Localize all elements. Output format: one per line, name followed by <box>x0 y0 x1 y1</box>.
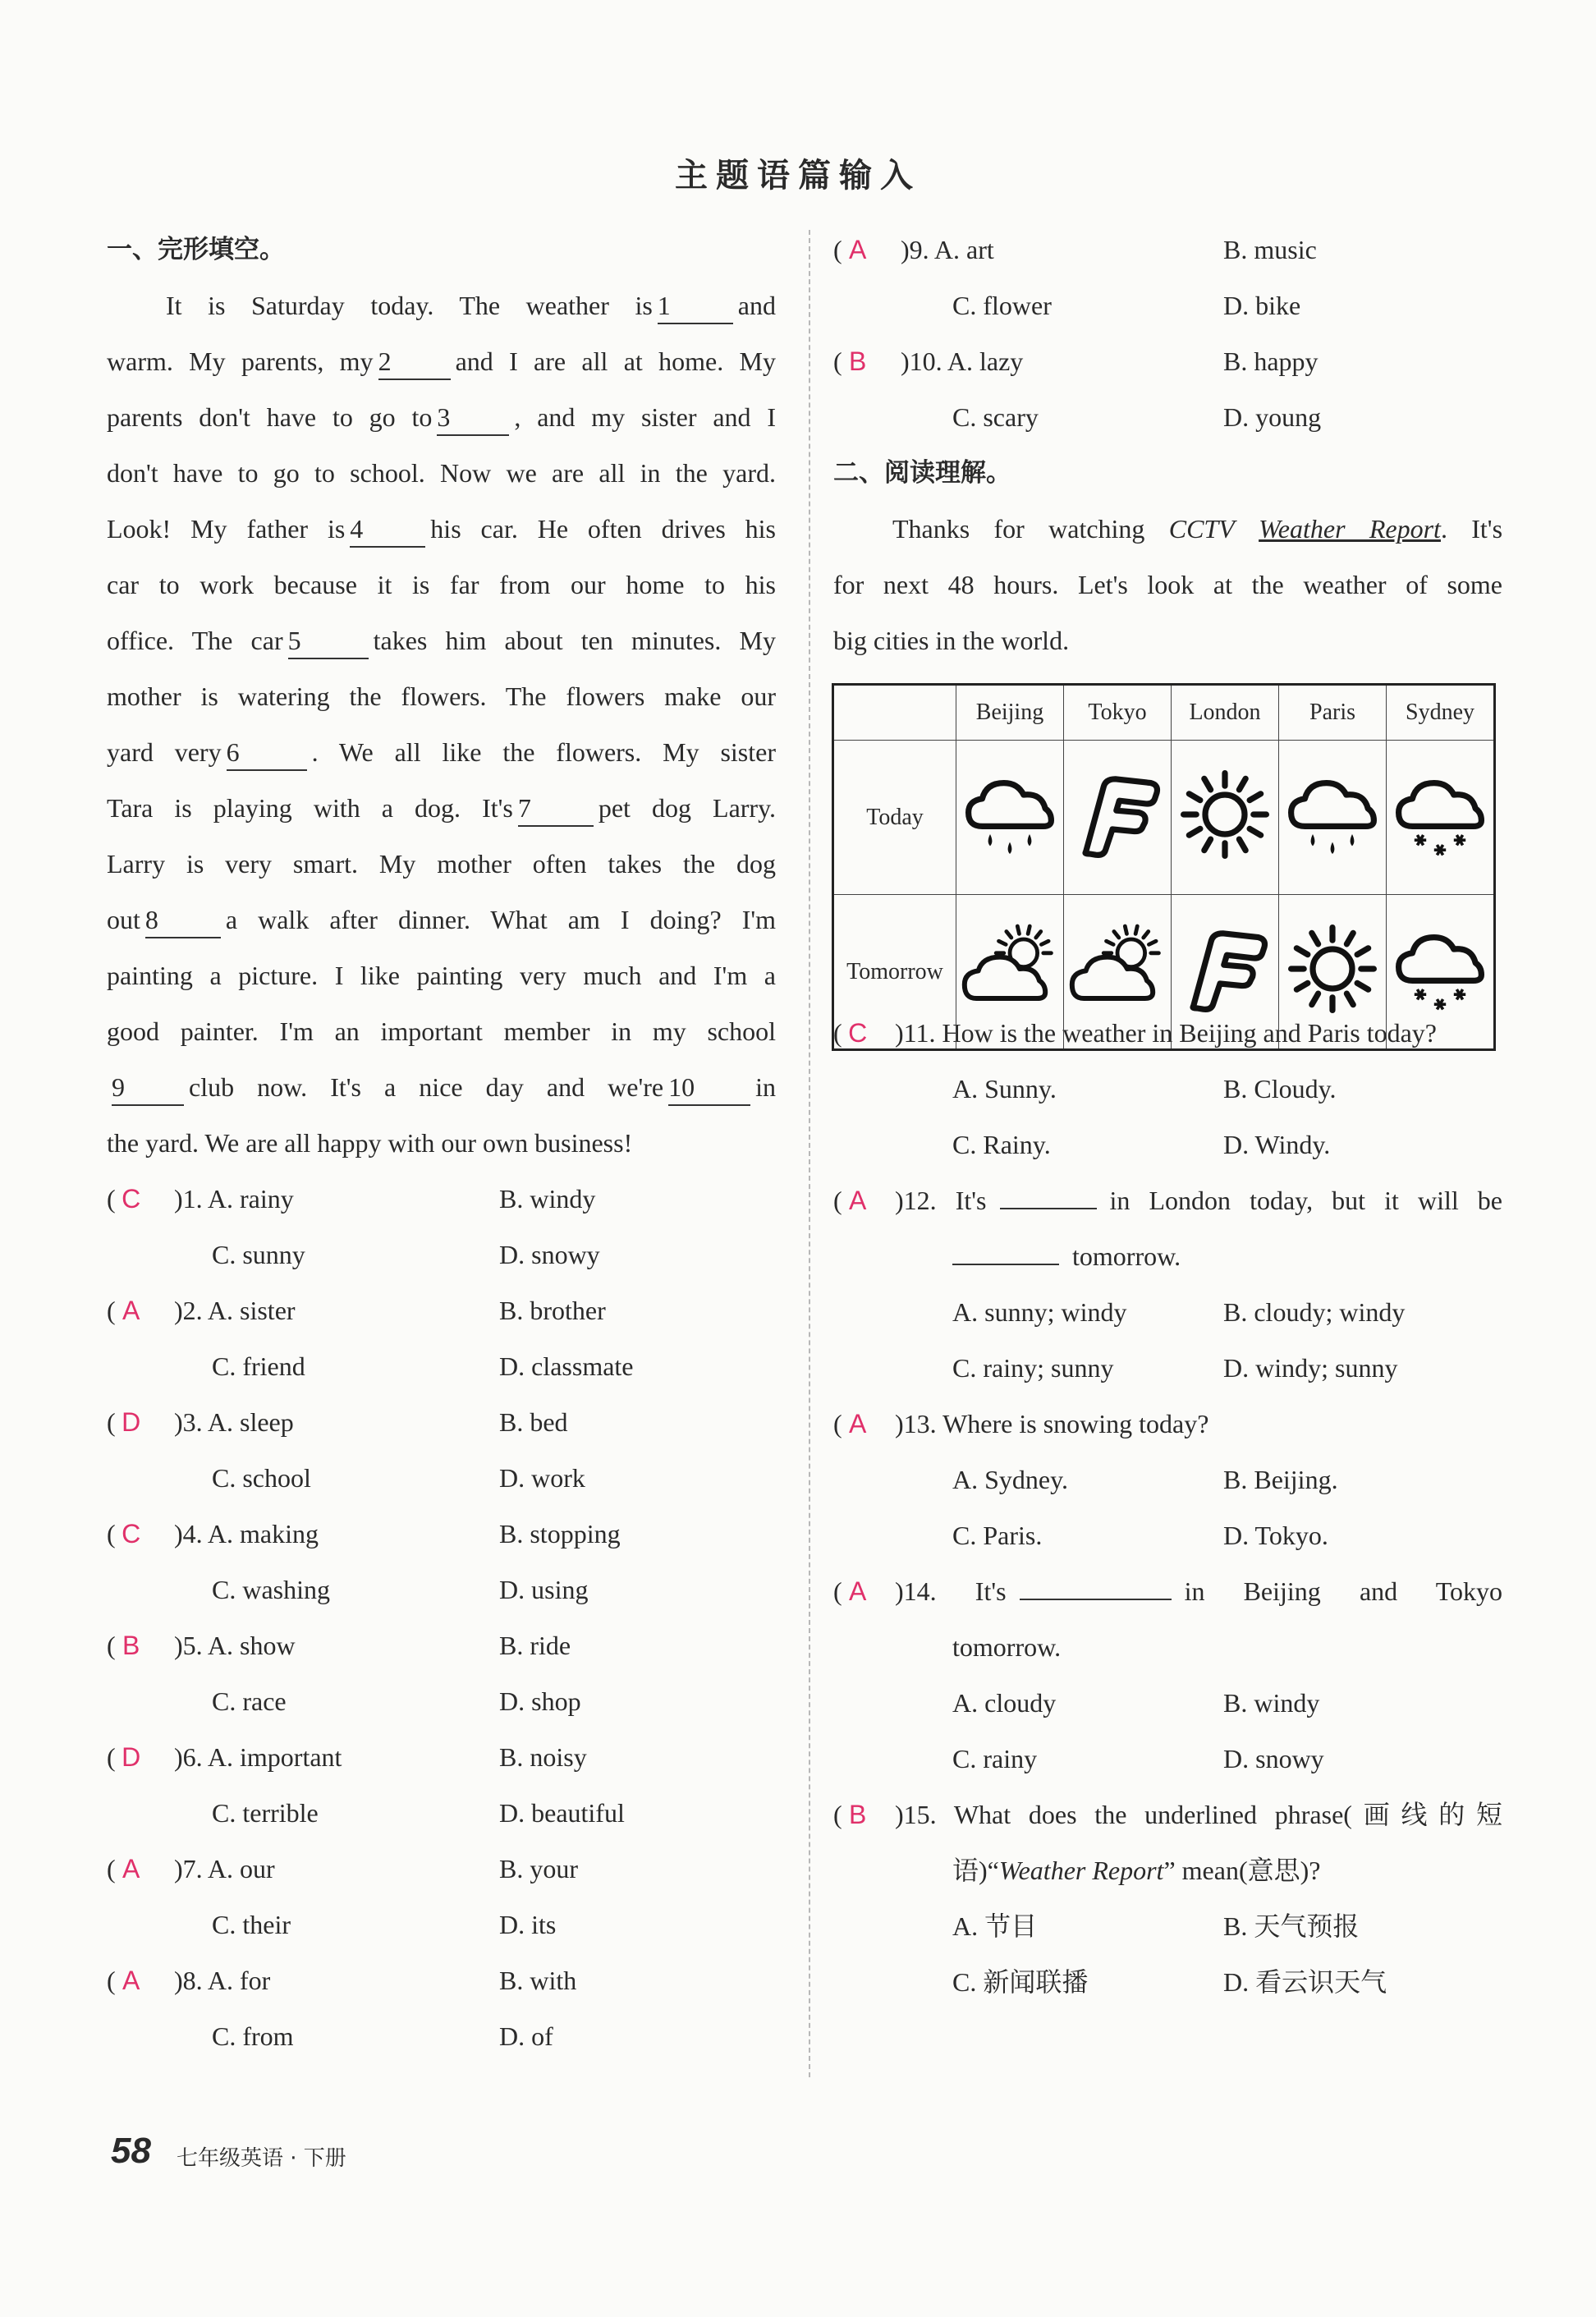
snowy-icon <box>1391 765 1489 864</box>
passage-text: and <box>737 291 776 320</box>
answer-letter: A <box>122 1296 140 1325</box>
option-c: C. school <box>212 1463 311 1493</box>
option-b: B. ride <box>499 1631 571 1660</box>
answer-bracket: ( C <box>107 1506 147 1562</box>
answer-bracket: ( A <box>833 222 874 278</box>
answer-bracket: ( A <box>107 1952 147 2008</box>
passage-blank: 6 <box>227 735 307 771</box>
option-d: D. Windy. <box>1223 1130 1331 1159</box>
snowy-icon <box>1391 920 1489 1018</box>
question-number <box>174 1729 342 1785</box>
question-number <box>174 1952 270 2008</box>
weather-cell <box>1172 741 1279 895</box>
passage-text: club now. It's a nice day and we're <box>189 1072 664 1102</box>
answer-letter: A <box>122 1966 140 1995</box>
city-header: Beijing <box>956 685 1064 741</box>
option-d: D. bike <box>1223 291 1301 320</box>
weather-cell <box>956 741 1064 895</box>
option-d: D. 看云识天气 <box>1223 1967 1387 1997</box>
passage-text: mother is watering the flowers. The flowers make our <box>107 681 776 711</box>
answer-bracket: ( A <box>107 1282 147 1338</box>
option-a: A. Sunny. <box>952 1074 1057 1103</box>
option-d: D. windy; sunny <box>1223 1353 1398 1383</box>
cloze-questions-cont <box>833 222 1502 445</box>
option-d: D. young <box>1223 402 1322 432</box>
question-number <box>174 1282 296 1338</box>
answer-letter: A <box>848 1576 867 1606</box>
option-b: B. windy <box>1223 1688 1320 1718</box>
option-d: D. classmate <box>499 1351 634 1381</box>
option-c: C. rainy <box>952 1744 1038 1773</box>
weather-cell <box>1064 895 1172 1050</box>
passage-text: Larry is very smart. My mother often takes the dog <box>107 849 776 879</box>
question-line <box>833 1228 1502 1284</box>
option-a: A. sleep <box>207 1407 294 1437</box>
stem-text: tomorrow. <box>1072 1241 1181 1271</box>
weather-cell <box>1172 895 1279 1050</box>
question-stem <box>895 1396 1502 1452</box>
option-c: C. Rainy. <box>952 1130 1051 1159</box>
answer-letter: D <box>122 1742 141 1772</box>
question-number-text: )9. <box>901 235 929 264</box>
stem-text: )12. It's <box>895 1186 987 1215</box>
passage-line <box>107 501 776 557</box>
question-line <box>107 1282 776 1338</box>
answer-letter: C <box>122 1184 141 1214</box>
stem-text: )15. What does the underlined phrase(画线的短 <box>895 1800 1502 1829</box>
question-line <box>833 1619 1502 1675</box>
question-number-text: )10. <box>901 346 942 376</box>
option-a: A. sister <box>207 1296 296 1325</box>
stem-text: )11. How is the weather in Beijing and Paris today? <box>895 1018 1437 1048</box>
question-line <box>107 1729 776 1785</box>
passage-text: yard very <box>107 737 222 767</box>
rainy-icon <box>961 765 1059 864</box>
passage-blank: 10 <box>668 1070 750 1106</box>
option-c: C. scary <box>952 402 1039 432</box>
question-line <box>833 1284 1502 1340</box>
option-d: D. its <box>499 1910 557 1939</box>
passage-text: It is Saturday today. The weather is <box>166 291 653 320</box>
row-label: Tomorrow <box>833 895 956 1050</box>
corner-cell <box>833 685 956 741</box>
passage-blank: 5 <box>288 623 369 659</box>
answer-bracket: ( B <box>107 1617 147 1673</box>
answer-bracket: ( A <box>833 1563 874 1619</box>
passage-blank: 7 <box>518 791 594 827</box>
stem-cont <box>952 1228 1181 1284</box>
cloze-questions <box>107 1171 776 2064</box>
stem-text: )14. It's <box>895 1576 1007 1606</box>
column-divider <box>809 230 810 2077</box>
windy-icon <box>1176 920 1274 1018</box>
option-b: B. happy <box>1223 346 1319 376</box>
option-a: A. for <box>207 1966 271 1995</box>
passage-line <box>107 333 776 389</box>
passage-text: out <box>107 905 140 934</box>
question-number <box>901 222 994 278</box>
passage-text: , and my sister and I <box>514 402 776 432</box>
passage-text: warm. My parents, my <box>107 346 374 376</box>
passage-line <box>107 1003 776 1059</box>
option-c: C. friend <box>212 1351 305 1381</box>
page-title: 主题语篇输入 <box>675 157 921 195</box>
question-line <box>833 1898 1502 1954</box>
passage-line <box>107 668 776 724</box>
passage-text: a walk after dinner. What am I doing? I'm <box>225 905 776 934</box>
answer-blank <box>952 1264 1059 1265</box>
passage-line <box>107 724 776 780</box>
passage-text: the yard. We are all happy with our own business! <box>107 1128 633 1158</box>
row-label: Today <box>833 741 956 895</box>
question-number <box>174 1394 294 1450</box>
stem-cont <box>952 1619 1061 1675</box>
weather-cell <box>1064 741 1172 895</box>
answer-letter: B <box>848 1800 867 1829</box>
answer-bracket: ( A <box>833 1172 874 1228</box>
answer-bracket: ( A <box>107 1841 147 1897</box>
passage-text: Tara is playing with a dog. It's <box>107 793 513 823</box>
cloudy-icon <box>1068 920 1167 1018</box>
option-a: A. Sydney. <box>952 1465 1069 1494</box>
option-c: C. terrible <box>212 1798 319 1828</box>
answer-bracket: ( C <box>107 1171 147 1227</box>
option-c: C. washing <box>212 1575 330 1604</box>
option-b: B. stopping <box>499 1519 621 1548</box>
answer-letter: A <box>848 1409 867 1438</box>
passage-line <box>107 613 776 668</box>
section1-title: 一、完形填空。 <box>107 235 285 264</box>
option-d: D. using <box>499 1575 589 1604</box>
option-a: A. sunny; windy <box>952 1297 1127 1327</box>
option-a: A. rainy <box>207 1184 294 1214</box>
option-b: B. your <box>499 1854 578 1883</box>
answer-letter: B <box>848 346 867 376</box>
weather-cell <box>956 895 1064 1050</box>
rainy-icon <box>1283 765 1382 864</box>
passage-line <box>107 780 776 836</box>
passage-blank: 4 <box>350 512 425 548</box>
option-d: D. shop <box>499 1686 581 1716</box>
question-number <box>174 1841 275 1897</box>
option-d: D. snowy <box>499 1240 600 1269</box>
question-line <box>107 1952 776 2008</box>
option-a: A. 节目 <box>952 1911 1038 1941</box>
question-line <box>107 1785 776 1841</box>
passage-line <box>107 389 776 445</box>
question-line <box>107 1338 776 1394</box>
question-number <box>901 333 1023 389</box>
reading-intro-line2: for next 48 hours. Let's look at the weather of some <box>833 570 1502 599</box>
intro-pre: Thanks for watching <box>892 514 1145 544</box>
option-b: B. brother <box>499 1296 606 1325</box>
city-header: Tokyo <box>1064 685 1172 741</box>
question-line <box>107 1171 776 1227</box>
question-number <box>174 1171 294 1227</box>
question-line <box>833 1731 1502 1787</box>
city-header: London <box>1172 685 1279 741</box>
passage-line <box>107 557 776 613</box>
intro-weather-report: Weather Report <box>1259 514 1441 544</box>
option-c: C. sunny <box>212 1240 305 1269</box>
option-c: C. their <box>212 1910 291 1939</box>
passage-blank: 3 <box>437 400 509 436</box>
passage-line <box>107 1115 776 1171</box>
question-line <box>107 1562 776 1617</box>
passage-text: painting a picture. I like painting very much and I'm a <box>107 961 776 990</box>
weather-cell <box>1387 895 1495 1050</box>
passage-text: pet dog Larry. <box>598 793 777 823</box>
answer-blank <box>1000 1208 1097 1209</box>
stem-text: in London today, but it will be <box>1109 1186 1503 1215</box>
question-number-text: )6. <box>174 1742 203 1772</box>
answer-blank <box>1020 1599 1172 1600</box>
question-line <box>107 2008 776 2064</box>
option-b: B. noisy <box>499 1742 587 1772</box>
reading-intro-line3: big cities in the world. <box>833 626 1070 655</box>
weather-cell <box>1279 741 1387 895</box>
passage-text: good painter. I'm an important member in my school <box>107 1016 776 1046</box>
question-number-text: )1. <box>174 1184 203 1214</box>
question-line <box>833 1172 1502 1228</box>
passage-line <box>107 892 776 947</box>
question-line <box>107 1506 776 1562</box>
question-line <box>107 1897 776 1952</box>
passage-line <box>107 278 776 333</box>
book-title: 七年级英语 · 下册 <box>177 2146 346 2171</box>
passage-blank: 2 <box>378 344 451 380</box>
passage-text: in <box>755 1072 776 1102</box>
option-c: C. flower <box>952 291 1052 320</box>
question-line <box>833 1340 1502 1396</box>
passage-blank: 1 <box>658 288 733 324</box>
question-line <box>107 1673 776 1729</box>
answer-bracket: ( D <box>107 1729 147 1785</box>
passage-text: office. The car <box>107 626 283 655</box>
question-number-text: )2. <box>174 1296 203 1325</box>
question-line <box>833 333 1502 389</box>
question-line <box>107 1450 776 1506</box>
option-b: B. windy <box>499 1184 596 1214</box>
passage-text: . We all like the flowers. My sister <box>311 737 777 767</box>
option-c: C. Paris. <box>952 1521 1043 1550</box>
question-line <box>107 1227 776 1282</box>
option-b: B. with <box>499 1966 577 1995</box>
option-a: A. lazy <box>947 346 1024 376</box>
question-line <box>833 1954 1502 2010</box>
question-line <box>833 1507 1502 1563</box>
option-b: B. cloudy; windy <box>1223 1297 1406 1327</box>
cloze-passage <box>107 278 776 1171</box>
weather-row-tomorrow <box>833 895 1495 1050</box>
weather-table-header <box>833 685 1495 741</box>
answer-letter: A <box>848 235 867 264</box>
question-stem <box>895 1172 1502 1228</box>
weather-cell <box>1387 741 1495 895</box>
stem-text: tomorrow. <box>952 1632 1062 1662</box>
windy-icon <box>1068 765 1167 864</box>
option-d: D. beautiful <box>499 1798 625 1828</box>
question-line <box>833 1061 1502 1117</box>
question-line <box>833 1452 1502 1507</box>
option-d: D. Tokyo. <box>1223 1521 1328 1550</box>
question-line <box>833 1117 1502 1172</box>
question-line <box>833 1563 1502 1619</box>
city-header: Sydney <box>1387 685 1495 741</box>
question-line <box>107 1394 776 1450</box>
question-line <box>833 1675 1502 1731</box>
option-c: C. from <box>212 2021 294 2051</box>
option-d: D. of <box>499 2021 553 2051</box>
option-d: D. snowy <box>1223 1744 1324 1773</box>
question-line <box>107 1841 776 1897</box>
passage-line <box>107 836 776 892</box>
answer-bracket: ( D <box>107 1394 147 1450</box>
intro-cctv: CCTV <box>1168 514 1235 544</box>
question-number <box>174 1506 319 1562</box>
passage-blank: 8 <box>145 902 221 938</box>
cloudy-icon <box>961 920 1059 1018</box>
weather-table <box>832 683 1496 1051</box>
passage-text: don't have to go to school. Now we are all in the yard. <box>107 458 776 488</box>
stem-text: 语)“ <box>952 1856 999 1885</box>
answer-bracket: ( B <box>833 333 874 389</box>
passage-blank: 9 <box>112 1070 184 1106</box>
option-b: B. music <box>1223 235 1317 264</box>
answer-letter: A <box>848 1186 867 1215</box>
stem-text: Weather Report <box>998 1856 1164 1885</box>
left-column <box>107 222 776 2064</box>
passage-text: and I are all at home. My <box>455 346 777 376</box>
question-line <box>833 1787 1502 1842</box>
option-a: A. cloudy <box>952 1688 1057 1718</box>
answer-bracket: ( B <box>833 1787 874 1842</box>
weather-row-today <box>833 741 1495 895</box>
answer-letter: D <box>122 1407 141 1437</box>
question-stem <box>895 1787 1502 1842</box>
option-a: A. art <box>933 235 994 264</box>
question-line <box>833 222 1502 278</box>
option-b: B. Beijing. <box>1223 1465 1338 1494</box>
question-number-text: )7. <box>174 1854 203 1883</box>
question-line <box>833 278 1502 333</box>
stem-text: )13. Where is snowing today? <box>895 1409 1209 1438</box>
option-b: B. Cloudy. <box>1223 1074 1337 1103</box>
option-a: A. important <box>207 1742 342 1772</box>
option-c: C. rainy; sunny <box>952 1353 1114 1383</box>
option-a: A. our <box>207 1854 275 1883</box>
answer-letter: B <box>122 1631 140 1660</box>
sunny-icon <box>1283 920 1382 1018</box>
question-number-text: )3. <box>174 1407 203 1437</box>
question-line <box>833 1396 1502 1452</box>
option-b: B. bed <box>499 1407 568 1437</box>
intro-post: . It's <box>1440 514 1503 544</box>
weather-cell <box>1279 895 1387 1050</box>
option-c: C. race <box>212 1686 287 1716</box>
reading-intro-line1 <box>833 501 1502 557</box>
question-number-text: )4. <box>174 1519 203 1548</box>
sunny-icon <box>1176 765 1274 864</box>
passage-line <box>107 1059 776 1115</box>
option-d: D. work <box>499 1463 585 1493</box>
question-line <box>833 1842 1502 1898</box>
passage-text: car to work because it is far from our home to his <box>107 570 776 599</box>
reading-questions <box>833 1005 1502 2010</box>
option-c: C. 新闻联播 <box>952 1967 1089 1997</box>
stem-text: in Beijing and Tokyo <box>1184 1576 1503 1606</box>
page-number: 58 <box>111 2131 151 2171</box>
answer-letter: A <box>122 1854 140 1883</box>
city-header: Paris <box>1279 685 1387 741</box>
answer-bracket: ( A <box>833 1396 874 1452</box>
question-number <box>174 1617 296 1673</box>
answer-bracket: ( C <box>833 1005 874 1061</box>
question-stem <box>895 1563 1502 1619</box>
right-column <box>833 222 1502 2010</box>
passage-text: Look! My father is <box>107 514 346 544</box>
question-number-text: )8. <box>174 1966 203 1995</box>
passage-line <box>107 445 776 501</box>
answer-letter: C <box>122 1519 141 1548</box>
passage-line <box>107 947 776 1003</box>
option-a: A. show <box>207 1631 296 1660</box>
passage-text: his car. He often drives his <box>430 514 777 544</box>
stem-text: ” mean(意思)? <box>1163 1856 1321 1885</box>
section2-title: 二、阅读理解。 <box>833 458 1011 488</box>
question-line <box>833 389 1502 445</box>
answer-letter: C <box>848 1018 868 1048</box>
option-a: A. making <box>207 1519 319 1548</box>
question-number-text: )5. <box>174 1631 203 1660</box>
passage-text: parents don't have to go to <box>107 402 433 432</box>
question-line <box>107 1617 776 1673</box>
stem-cont <box>952 1842 1320 1898</box>
passage-text: takes him about ten minutes. My <box>373 626 777 655</box>
option-b: B. 天气预报 <box>1223 1911 1360 1941</box>
